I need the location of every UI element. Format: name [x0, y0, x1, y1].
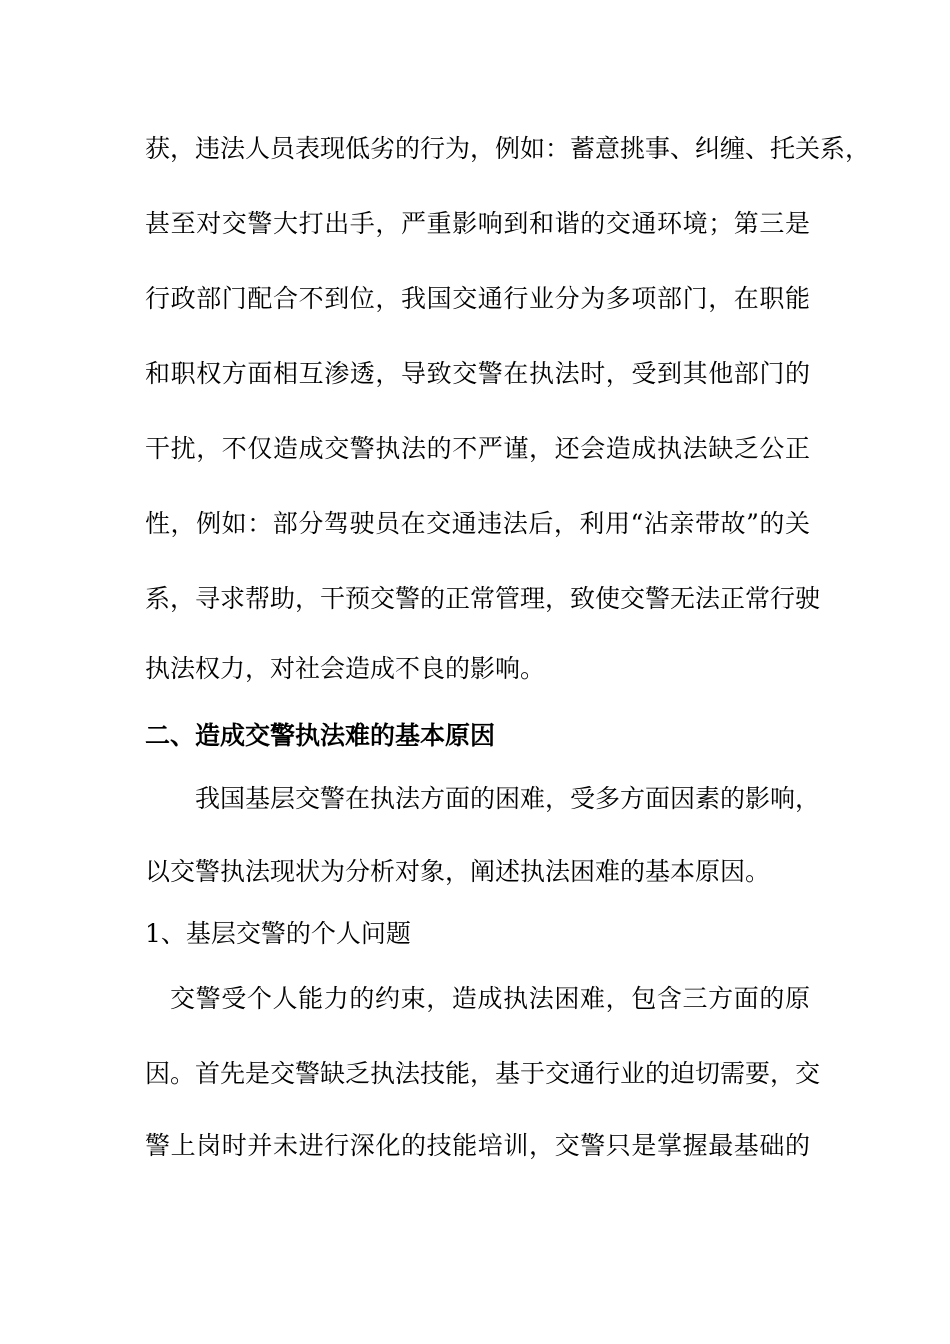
paragraph-line: 系，寻求帮助，干预交警的正常管理，致使交警无法正常行驶	[145, 584, 821, 613]
paragraph-line: 和职权方面相互渗透，导致交警在执法时，受到其他部门的	[145, 359, 810, 388]
paragraph-line: 性，例如：部分驾驶员在交通违法后，利用“沾亲带故”的关	[145, 509, 810, 538]
subsection-heading: 1、基层交警的个人问题	[145, 919, 411, 948]
paragraph-line: 以交警执法现状为分析对象，阐述执法困难的基本原因。	[145, 857, 771, 886]
paragraph-line: 甚至对交警大打出手，严重影响到和谐的交通环境；第三是	[145, 209, 810, 238]
paragraph-line: 行政部门配合不到位，我国交通行业分为多项部门，在职能	[145, 284, 810, 313]
paragraph-line: 获，违法人员表现低劣的行为，例如：蓄意挑事、纠缠、托关系，	[145, 134, 871, 163]
paragraph-line: 我国基层交警在执法方面的困难，受多方面因素的影响，	[195, 784, 821, 813]
paragraph-line: 执法权力，对社会造成不良的影响。	[145, 654, 546, 683]
paragraph-line: 干扰，不仅造成交警执法的不严谨，还会造成执法缺乏公正	[145, 434, 810, 463]
paragraph-line: 交警受个人能力的约束，造成执法困难，包含三方面的原	[170, 984, 810, 1013]
paragraph-line: 因。首先是交警缺乏执法技能，基于交通行业的迫切需要，交	[145, 1059, 821, 1088]
section-heading: 二、造成交警执法难的基本原因	[145, 721, 496, 750]
paragraph-line: 警上岗时并未进行深化的技能培训，交警只是掌握最基础的	[145, 1131, 810, 1160]
